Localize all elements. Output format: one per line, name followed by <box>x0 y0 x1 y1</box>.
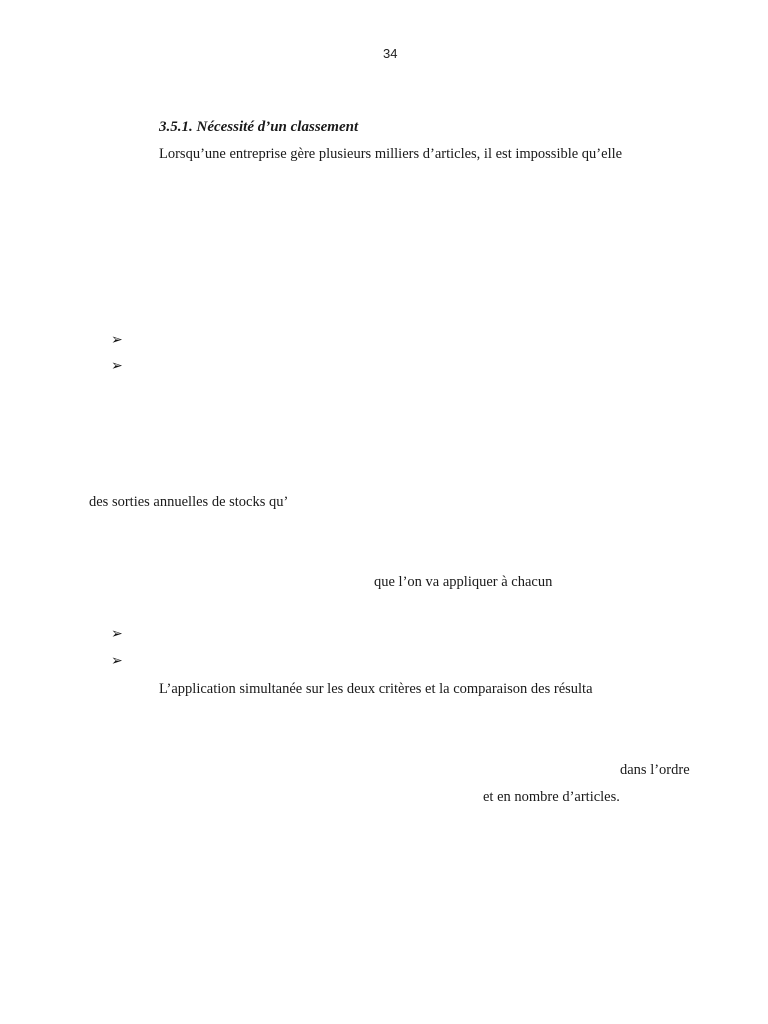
bullet-arrow-icon: ➢ <box>111 359 123 374</box>
in-order-line: dans l’ordre <box>620 762 690 778</box>
bullet-arrow-icon: ➢ <box>111 627 123 642</box>
page-number: 34 <box>383 46 398 61</box>
bullet-arrow-icon: ➢ <box>111 333 123 348</box>
intro-line: Lorsqu’une entreprise gère plusieurs milliers d’articles, il est impossible qu’elle <box>159 146 623 162</box>
bullet-arrow-icon: ➢ <box>111 654 123 669</box>
simultaneous-application-line: L’application simultanée sur les deux critères et la comparaison des résulta <box>159 681 593 697</box>
section-heading: 3.5.1. Nécessité d’un classement <box>159 119 359 135</box>
annual-outputs-line: des sorties annuelles de stocks qu’ <box>89 494 289 510</box>
apply-each-line: que l’on va appliquer à chacun <box>374 574 553 590</box>
article-count-line: et en nombre d’articles. <box>483 789 620 805</box>
